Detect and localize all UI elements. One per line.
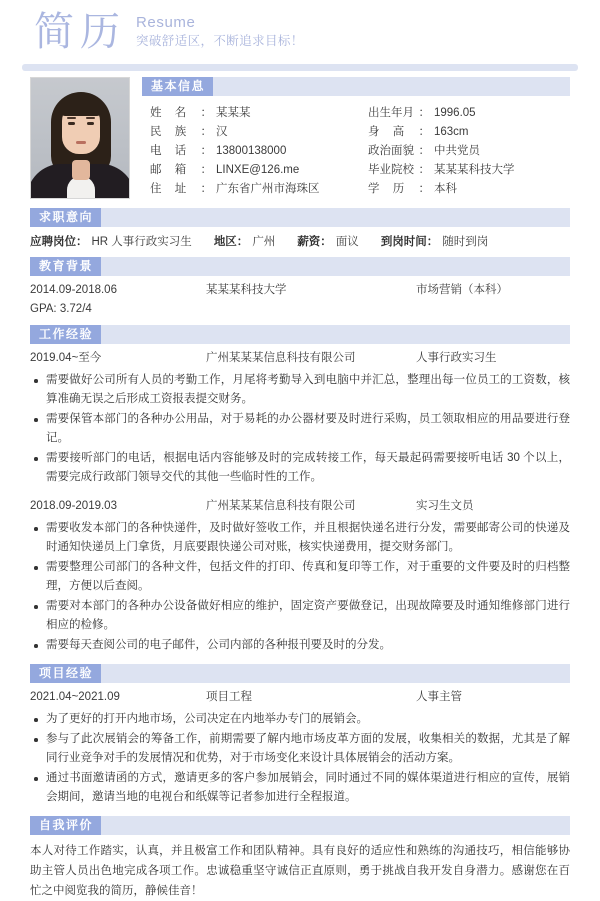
- info-label: [368, 104, 430, 123]
- entry-organization: 某某某科技大学: [206, 284, 287, 296]
- entry-date: 2014.09-2018.06: [30, 284, 117, 296]
- info-value: 中共党员: [434, 145, 480, 157]
- resume-header: [0, 0, 600, 62]
- info-row: [368, 142, 570, 161]
- logo-text-group: [136, 8, 304, 51]
- header-slogan: 突破舒适区，不断追求目标！: [136, 34, 304, 48]
- info-value: LINXE@126.me: [216, 164, 300, 176]
- job-intention-key: 到岗时间：: [380, 236, 439, 248]
- section-header-basic-info: [142, 77, 570, 96]
- job-intention-key: 应聘岗位：: [30, 236, 88, 248]
- entry-organization: 广州某某某信息科技有限公司: [206, 352, 356, 364]
- list-item: 参与了此次展销会的筹备工作，前期需要了解内地市场皮革方面的发展，收集相关的数据，尤其是了解同行业竞争对手的发展情况和优势，对于市场变化来设计具体展销会的活动方案。: [30, 730, 570, 768]
- avatar: [30, 77, 130, 199]
- info-label-colon: ：: [418, 183, 430, 195]
- avatar-brow-left-icon: [67, 117, 76, 119]
- avatar-mouth-icon: [76, 141, 86, 144]
- info-label-part: 邮: [150, 164, 162, 176]
- info-label-part: 民: [150, 126, 162, 138]
- list-item: 需要收发本部门的各种快递件，及时做好签收工作，并且根据快递名进行分发，需要邮寄公司的快递及时通知快递员上门拿货，月底要跟快递公司对账，核实快递费用，提交财务部门。: [30, 519, 570, 557]
- avatar-neck-icon: [72, 160, 90, 180]
- section-header-education: [30, 257, 570, 276]
- info-value: 广东省广州市海珠区: [216, 183, 320, 195]
- entry-role: 市场营销（本科）: [416, 284, 508, 296]
- info-label: [368, 142, 430, 161]
- experience-entry-header: [0, 344, 600, 368]
- section-header-work: [30, 325, 570, 344]
- info-row: [368, 161, 570, 180]
- basic-info-column-right: [360, 104, 570, 199]
- info-label-part: 姓: [150, 107, 162, 119]
- self-evaluation-text: 本人对待工作踏实，认真，并且极富工作和团队精神。具有良好的适应性和熟练的沟通技巧，相信能够协助主管人员出色地完成各项工作。忠诚稳重坚守诚信正直原则，勇于挑战自我开发自身潜力。感谢您在百忙之中阅览我的简历，静候佳音！: [30, 845, 570, 897]
- info-label: [150, 123, 212, 142]
- job-intention-value: 面议: [335, 236, 359, 248]
- info-row: [150, 180, 360, 199]
- basic-info-block: [0, 71, 600, 199]
- info-row: [150, 161, 360, 180]
- info-value: 某某某科技大学: [434, 164, 515, 176]
- info-label-part: 话: [174, 145, 187, 157]
- logo-english: Resume: [136, 14, 196, 31]
- avatar-eye-left-icon: [68, 122, 75, 125]
- list-item: 为了更好的打开内地市场，公司决定在内地举办专门的展销会。: [30, 710, 570, 729]
- info-label: [150, 104, 212, 123]
- info-row: [368, 123, 570, 142]
- info-label-colon: ：: [200, 164, 212, 176]
- entry-date: 2018.09-2019.03: [30, 500, 117, 512]
- basic-info-content: [142, 77, 570, 199]
- info-value: 本科: [434, 183, 457, 195]
- info-label-part: 身: [368, 126, 380, 138]
- info-label: [150, 180, 212, 199]
- education-entries: [0, 276, 600, 321]
- section-header-self-evaluation: [30, 816, 570, 835]
- info-label-part: 族: [174, 126, 187, 138]
- info-label-colon: ：: [418, 107, 430, 119]
- job-intention-item: [297, 232, 359, 252]
- info-value: 汉: [216, 126, 228, 138]
- job-intention-value: 广州: [252, 236, 276, 248]
- info-label-part: 址: [174, 183, 187, 195]
- entry-subtext: GPA: 3.72/4: [30, 303, 92, 315]
- project-entries: [0, 683, 600, 812]
- experience-entry-header: [0, 683, 600, 707]
- job-intention-item: [214, 232, 276, 252]
- section-header-job-intention: [30, 208, 570, 227]
- info-label: [368, 180, 430, 199]
- entry-bullet-list: [0, 707, 600, 812]
- job-intention-item: [30, 232, 192, 252]
- info-label-colon: ：: [200, 126, 212, 138]
- info-label: [150, 142, 212, 161]
- job-intention-value: 随时到岗: [442, 236, 489, 248]
- info-label-colon: ：: [200, 107, 212, 119]
- info-row: [150, 142, 360, 161]
- list-item: 需要每天查阅公司的电子邮件，公司内部的各种报刊要及时的分发。: [30, 636, 570, 655]
- avatar-fringe-icon: [59, 96, 103, 116]
- info-label-part: 出生年月: [368, 107, 414, 119]
- info-value: 1996.05: [434, 107, 476, 119]
- job-intention-key: 薪资：: [297, 236, 332, 248]
- section-title-job-intention: 求职意向: [30, 208, 101, 227]
- entry-role: 实习生文员: [416, 500, 474, 512]
- info-row: [150, 104, 360, 123]
- info-row: [150, 123, 360, 142]
- job-intention-item: [381, 232, 489, 252]
- info-value: 某某某: [216, 107, 251, 119]
- list-item: 需要做好公司所有人员的考勤工作，月尾将考勤导入到电脑中并汇总，整理出每一位员工的工资数，核算准确无误之后形成工资报表提交财务。: [30, 371, 570, 409]
- list-item: 需要对本部门的各种办公设备做好相应的维护，固定资产要做登记，出现故障要及时通知维修部门进行相应的检修。: [30, 597, 570, 635]
- info-label: [150, 161, 212, 180]
- entry-organization: 项目工程: [206, 691, 252, 703]
- info-label-part: 学: [368, 183, 380, 195]
- entry-organization: 广州某某某信息科技有限公司: [206, 500, 356, 512]
- info-row: [368, 104, 570, 123]
- list-item: 需要保管本部门的各种办公用品，对于易耗的办公器材要及时进行采购，员工领取相应的用品要进行登记。: [30, 410, 570, 448]
- entry-role: 人事主管: [416, 691, 462, 703]
- entry-role: 人事行政实习生: [416, 352, 497, 364]
- info-row: [368, 180, 570, 199]
- info-value: 163cm: [434, 126, 469, 138]
- info-label-colon: ：: [418, 164, 430, 176]
- job-intention-row: [0, 227, 600, 257]
- section-header-project: [30, 664, 570, 683]
- list-item: 需要整理公司部门的各种文件，包括文件的打印、传真和复印等工作，对于重要的文件要及时的归档整理，方便以后查阅。: [30, 558, 570, 596]
- info-label-part: 高: [392, 126, 405, 138]
- job-intention-key: 地区：: [213, 236, 249, 248]
- avatar-brow-right-icon: [86, 117, 95, 119]
- info-label-colon: ：: [418, 145, 430, 157]
- entry-bullet-list: [0, 368, 600, 492]
- list-item: 通过书面邀请函的方式，邀请更多的客户参加展销会，同时通过不同的媒体渠道进行相应的宣传，展销会期间，邀请当地的电视台和纸媒等记者参加进行全程报道。: [30, 769, 570, 807]
- info-label-part: 箱: [174, 164, 187, 176]
- section-title-education: 教育背景: [30, 257, 101, 276]
- info-label-colon: ：: [418, 126, 430, 138]
- info-label-part: 政治面貌: [368, 145, 414, 157]
- job-intention-value: HR 人事行政实习生: [91, 236, 192, 248]
- entry-bullet-list: [0, 516, 600, 660]
- section-title-self-evaluation: 自我评价: [30, 816, 101, 835]
- entry-date: 2021.04~2021.09: [30, 691, 120, 703]
- info-label: [368, 123, 430, 142]
- info-label: [368, 161, 430, 180]
- info-label-colon: ：: [200, 183, 212, 195]
- experience-entry-header: [0, 276, 600, 300]
- section-title-work: 工作经验: [30, 325, 101, 344]
- info-label-part: 名: [174, 107, 187, 119]
- basic-info-grid: [142, 96, 570, 199]
- logo-chinese: 简历: [34, 9, 126, 55]
- header-divider: [22, 64, 578, 71]
- info-value: 13800138000: [216, 145, 287, 157]
- info-label-colon: ：: [200, 145, 212, 157]
- info-label-part: 电: [150, 145, 162, 157]
- experience-entry-header: [0, 492, 600, 516]
- basic-info-column-left: [150, 104, 360, 199]
- list-item: 需要接听部门的电话，根据电话内容能够及时的完成转接工作，每天最起码需要接听电话 30 个以上，需要完成行政部门领导交代的其他一些临时性的工作。: [30, 449, 570, 487]
- entry-date: 2019.04~至今: [30, 352, 102, 364]
- avatar-eye-right-icon: [87, 122, 94, 125]
- work-entries: [0, 344, 600, 660]
- section-title-basic-info: 基本信息: [142, 77, 213, 96]
- info-label-part: 毕业院校: [368, 164, 414, 176]
- info-label-part: 历: [392, 183, 405, 195]
- section-title-project: 项目经验: [30, 664, 101, 683]
- info-label-part: 住: [150, 183, 162, 195]
